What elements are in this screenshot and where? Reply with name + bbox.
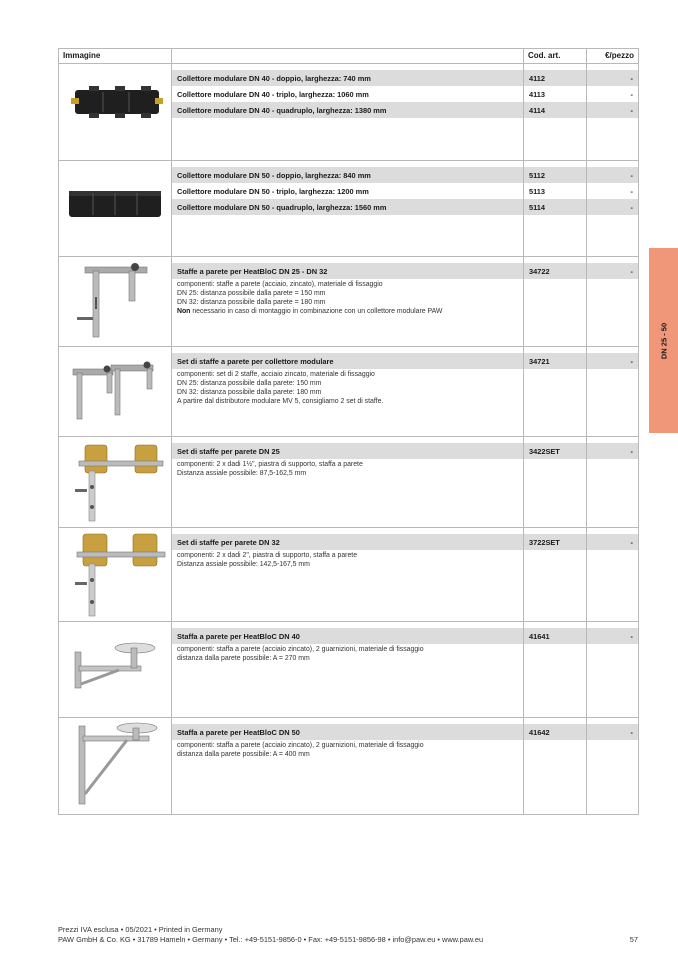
description-cell [172,64,524,161]
product-name: Collettore modulare DN 50 - doppio, larghezza: 840 mm [172,167,523,183]
price-cell [587,64,639,161]
article-code: 4113 [529,90,546,99]
price-value: - [630,90,633,99]
detail-line: componenti: 2 x dadi 1½", piastra di supporto, staffa a parete [177,461,363,468]
product-name: Collettore modulare DN 40 - triplo, larghezza: 1060 mm [177,90,369,99]
description-cell [172,528,524,622]
product-image-cell [59,257,172,347]
article-code: 41641 [524,628,586,644]
wall-bracket-nut-set-icon [59,528,172,622]
product-name: Collettore modulare DN 40 - doppio, larghezza: 740 mm [172,70,523,86]
detail-line: DN 32: distanza possibile dalla parete = 180 mm [177,298,326,306]
product-image-cell [59,161,172,257]
code-cell [524,64,587,161]
price-value: - [587,724,638,740]
table-row [59,64,639,161]
table-row [59,437,639,528]
article-code: 5113 [529,187,546,196]
code-cell [524,528,587,622]
price-cell [587,622,639,718]
detail-line: Distanza assiale possibile: 142,5-167,5 mm [177,560,310,568]
article-code: 34722 [524,263,586,279]
price-table [58,48,639,815]
code-cell [524,622,587,718]
price-value: - [630,187,633,196]
description-cell [172,257,524,347]
article-code: 34721 [524,353,586,369]
side-tab-label: DN 25 - 50 [659,322,668,359]
page-number: 57 [629,935,638,944]
product-details [172,459,523,479]
product-name: Staffa a parete per HeatBloC DN 50 [172,724,523,740]
product-image-cell [59,622,172,718]
price-cell [587,437,639,528]
product-details [172,740,523,760]
product-name: Set di staffe per parete DN 32 [172,534,523,550]
wall-bracket-nut-set-icon [59,437,172,528]
table-row [59,622,639,718]
code-cell [524,161,587,257]
note-bold: Non [177,307,191,315]
description-cell [172,718,524,815]
price-value: - [587,102,638,118]
detail-line: componenti: staffa a parete (acciaio zincato), 2 guarnizioni, materiale di fissaggio [177,742,424,749]
price-value: - [587,534,638,550]
price-value: - [587,167,638,183]
product-name: Collettore modulare DN 50 - triplo, larghezza: 1200 mm [177,187,369,196]
code-cell [524,437,587,528]
detail-line: componenti: staffe a parete (acciaio, zincato), materiale di fissaggio [177,281,383,288]
table-row [59,257,639,347]
wall-bracket-icon [59,257,172,347]
product-details [172,369,523,407]
price-cell [587,161,639,257]
product-name: Staffa a parete per HeatBloC DN 40 [172,628,523,644]
detail-line: distanza dalla parete possibile: A = 400 mm [177,750,310,758]
footer-line-1: Prezzi IVA esclusa • 05/2021 • Printed in Germany [58,925,223,934]
header-code: Cod. art. [524,49,587,64]
product-name: Collettore modulare DN 40 - quadruplo, larghezza: 1380 mm [172,102,523,118]
detail-line: DN 25: distanza possibile dalla parete: 150 mm [177,379,322,387]
price-value: - [587,199,638,215]
article-code: 4112 [524,70,586,86]
wall-bracket-set-icon [59,347,172,437]
description-cell [172,161,524,257]
modular-manifold-dn40-icon [59,64,172,161]
product-image-cell [59,437,172,528]
detail-line: DN 25: distanza possibile dalla parete = 150 mm [177,289,326,297]
product-name: Staffe a parete per HeatBloC DN 25 - DN 32 [172,263,523,279]
table-row [59,347,639,437]
detail-line: Distanza assiale possibile: 87,5-162,5 mm [177,469,307,477]
detail-line: componenti: staffa a parete (acciaio zincato), 2 guarnizioni, materiale di fissaggio [177,646,424,653]
description-cell [172,347,524,437]
table-row [59,528,639,622]
table-row [59,161,639,257]
product-image-cell [59,718,172,815]
detail-line: DN 32: distanza possibile dalla parete: 180 mm [177,388,322,396]
description-cell [172,622,524,718]
price-cell [587,528,639,622]
price-value: - [587,628,638,644]
price-cell [587,257,639,347]
wall-bracket-dn50-icon [59,718,172,815]
description-cell [172,437,524,528]
table-header-row [59,49,639,64]
product-image-cell [59,347,172,437]
product-name: Set di staffe a parete per collettore modulare [172,353,523,369]
code-cell [524,257,587,347]
note-text: necessario in caso di montaggio in combinazione con un collettore modulare PAW [190,307,443,315]
detail-line: componenti: set di 2 staffe, acciaio zincato, materiale di fissaggio [177,371,375,378]
article-code: 5112 [524,167,586,183]
section-side-tab [649,248,678,433]
header-image: Immagine [59,49,172,64]
article-code: 4114 [524,102,586,118]
header-description [172,49,524,64]
product-details [172,279,523,317]
price-cell [587,347,639,437]
wall-bracket-dn40-icon [59,622,172,718]
code-cell [524,347,587,437]
product-name: Collettore modulare DN 50 - quadruplo, larghezza: 1560 mm [172,199,523,215]
price-cell [587,718,639,815]
detail-note [177,308,518,317]
code-cell [524,718,587,815]
article-code: 3422SET [524,443,586,459]
article-code: 3722SET [524,534,586,550]
price-value: - [587,443,638,459]
detail-line: A partire dal distributore modulare MV 5, consigliamo 2 set di staffe. [177,397,384,405]
product-details [172,550,523,570]
table-row [59,718,639,815]
article-code: 41642 [524,724,586,740]
product-details [172,644,523,664]
detail-line: componenti: 2 x dadi 2", piastra di supporto, staffa a parete [177,552,358,559]
product-name: Set di staffe per parete DN 25 [172,443,523,459]
price-value: - [587,353,638,369]
product-image-cell [59,528,172,622]
detail-line: distanza dalla parete possibile: A = 270 mm [177,654,310,662]
price-value: - [587,263,638,279]
page-footer [58,925,483,945]
article-code: 5114 [524,199,586,215]
footer-line-2: PAW GmbH & Co. KG • 31789 Hameln • Germany • Tel.: +49-5151-9856-0 • Fax: +49-5151-9856-98 • info@paw.eu • www.paw.eu [58,935,484,944]
product-image-cell [59,64,172,161]
price-value: - [587,70,638,86]
header-price: €/pezzo [587,49,639,64]
modular-manifold-dn50-icon [59,161,172,257]
